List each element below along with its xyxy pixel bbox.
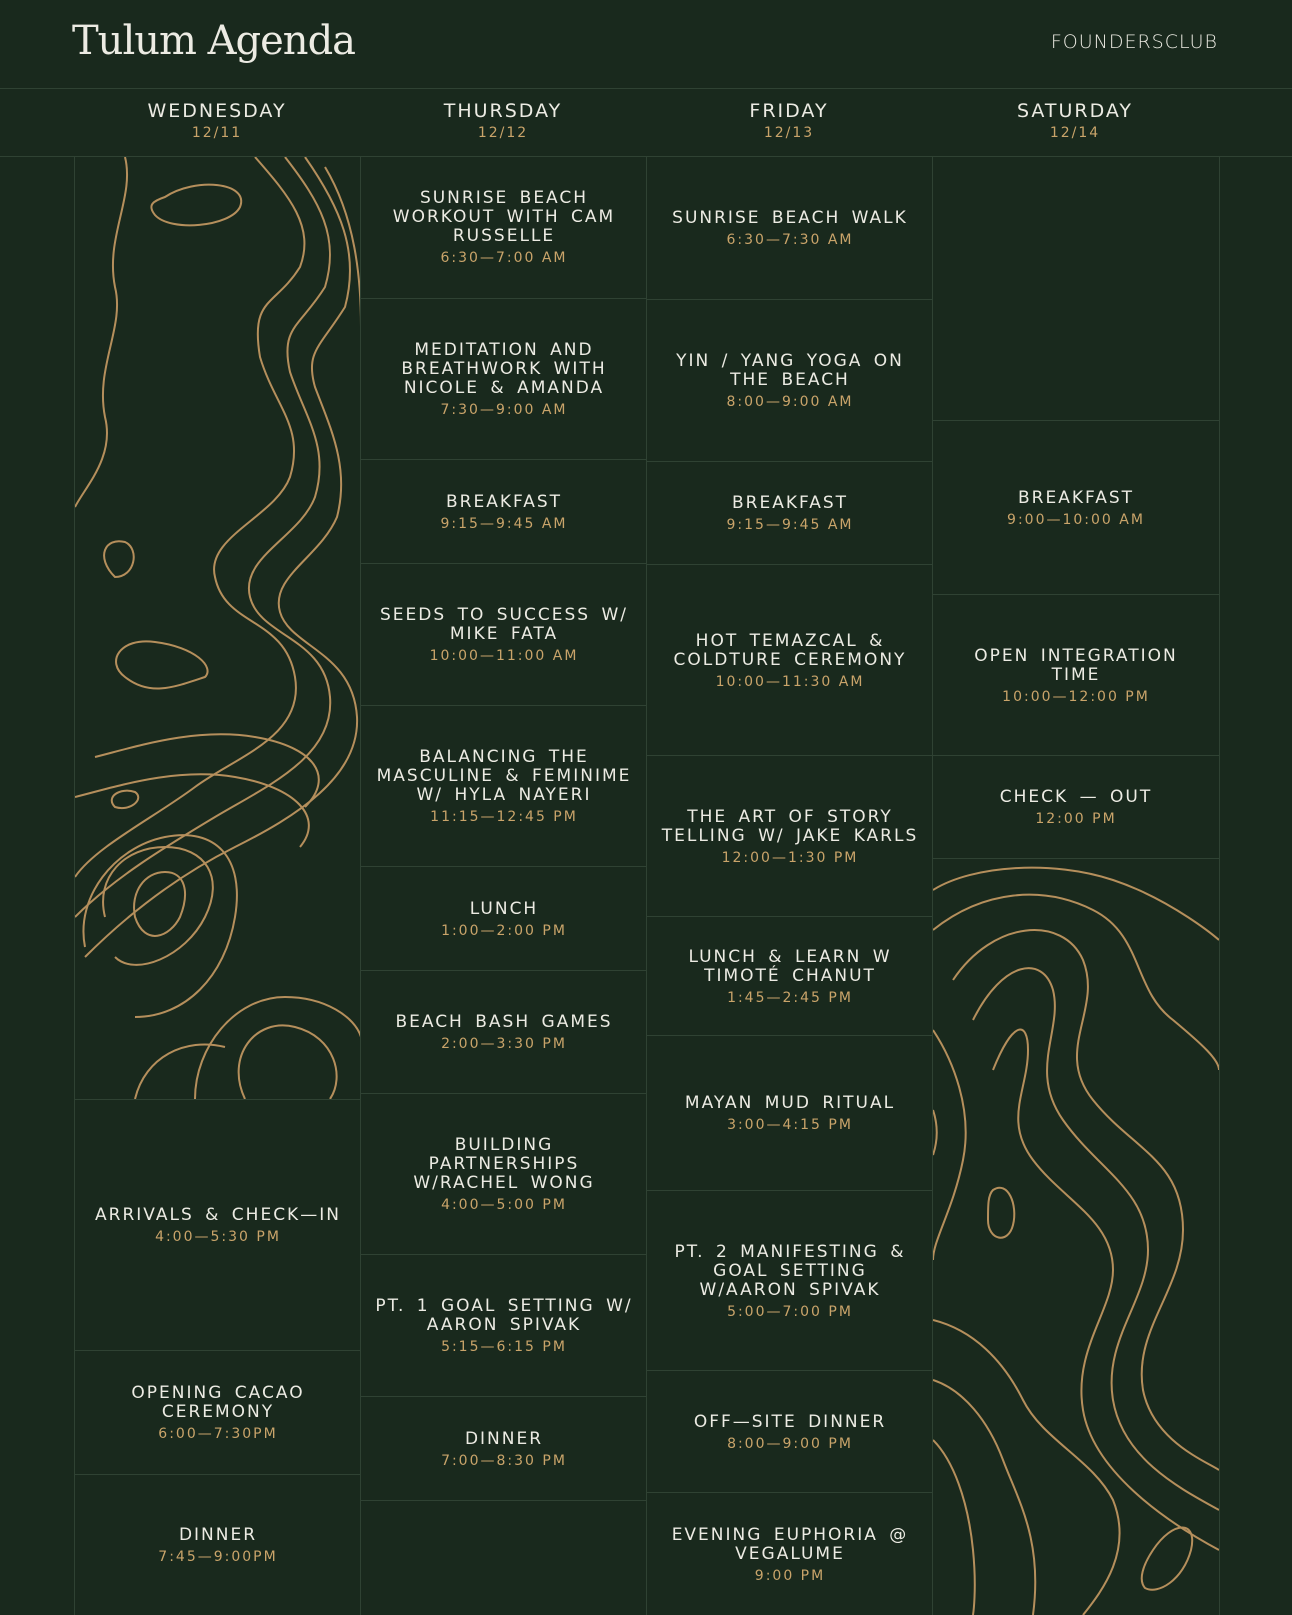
empty-slot: [933, 157, 1219, 421]
event-card[interactable]: [647, 757, 933, 917]
day-column-wednesday: [74, 157, 361, 1615]
event-card[interactable]: [361, 868, 647, 971]
event-time: 8:00—9:00 PM: [727, 1435, 853, 1452]
day-name: SATURDAY: [1016, 100, 1134, 122]
event-title: BREAKFAST: [1017, 487, 1134, 508]
event-card[interactable]: [647, 1037, 933, 1191]
day-date: 12/14: [1049, 125, 1101, 141]
event-title: LUNCH: [469, 898, 539, 919]
day-header-wednesday: [74, 88, 360, 156]
event-time: 9:15—9:45 AM: [726, 517, 854, 533]
day-column-thursday: [360, 157, 647, 1615]
event-title: BREAKFAST: [731, 493, 848, 513]
event-title: BUILDING PARTNERSHIPS W/RACHEL WONG: [413, 1135, 595, 1193]
event-card[interactable]: [361, 972, 647, 1094]
day-header-thursday: [360, 88, 646, 156]
event-title: MEDITATION AND BREATHWORK WITH NICOLE & AMANDA: [401, 340, 607, 398]
event-title: CHECK — OUT: [999, 787, 1153, 807]
event-time: 4:00—5:00 PM: [441, 1197, 567, 1213]
day-column-friday: [646, 157, 933, 1615]
event-card[interactable]: [647, 918, 933, 1036]
event-card[interactable]: [361, 461, 647, 564]
event-time: 3:00—4:15 PM: [727, 1117, 853, 1133]
event-title: PT. 1 GOAL SETTING W/ AARON SPIVAK: [375, 1296, 633, 1335]
event-card[interactable]: [647, 301, 933, 462]
event-card[interactable]: [361, 1256, 647, 1397]
event-time: 6:30—7:30 AM: [726, 231, 854, 248]
event-time: 10:00—11:00 AM: [429, 648, 579, 664]
event-card[interactable]: [647, 566, 933, 756]
event-time: 9:00—10:00 AM: [1007, 511, 1145, 528]
event-title: THE ART OF STORY TELLING W/ JAKE KARLS: [661, 806, 919, 846]
event-title: SUNRISE BEACH WORKOUT WITH CAM RUSSELLE: [392, 188, 616, 246]
day-header-saturday: [932, 88, 1218, 156]
event-card[interactable]: [75, 1476, 361, 1615]
event-title: SEEDS TO SUCCESS W/ MIKE FATA: [380, 605, 628, 644]
day-date: 12/12: [477, 125, 529, 141]
event-card[interactable]: [75, 1099, 361, 1351]
event-title: BREAKFAST: [445, 491, 562, 512]
event-time: 1:00—2:00 PM: [441, 922, 567, 939]
event-time: 6:00—7:30PM: [158, 1426, 278, 1442]
day-date: 12/13: [763, 125, 815, 141]
event-title: PT. 2 MANIFESTING & GOAL SETTING W/AARON SPIVAK: [674, 1241, 906, 1300]
event-time: 10:00—12:00 PM: [1002, 688, 1150, 705]
event-time: 7:30—9:00 AM: [440, 402, 568, 418]
event-title: MAYAN MUD RITUAL: [684, 1093, 896, 1113]
event-title: EVENING EUPHORIA @ VEGALUME: [671, 1524, 909, 1564]
day-header-row: [0, 88, 1292, 157]
event-card[interactable]: [361, 707, 647, 867]
event-title: BEACH BASH GAMES: [395, 1012, 613, 1032]
event-time: 12:00 PM: [1035, 811, 1117, 827]
event-time: 12:00—1:30 PM: [721, 849, 859, 866]
topographic-pattern: [75, 157, 361, 1099]
event-title: OFF—SITE DINNER: [693, 1411, 887, 1432]
topographic-pattern: [933, 860, 1219, 1615]
event-time: 8:00—9:00 AM: [726, 394, 854, 410]
event-card[interactable]: [647, 463, 933, 565]
event-title: SUNRISE BEACH WALK: [672, 207, 908, 228]
event-card[interactable]: [647, 157, 933, 300]
event-title: HOT TEMAZCAL & COLDTURE CEREMONY: [673, 630, 907, 670]
event-time: 6:30—7:00 AM: [440, 250, 568, 266]
day-column-saturday: [932, 157, 1220, 1615]
day-name: THURSDAY: [443, 100, 563, 122]
event-time: 9:00 PM: [754, 1567, 826, 1584]
brand-logo: FOUNDERSCLUB: [1050, 31, 1218, 53]
event-title: YIN / YANG YOGA ON THE BEACH: [676, 351, 904, 390]
event-title: OPENING CACAO CEREMONY: [131, 1383, 305, 1422]
event-card[interactable]: [647, 1494, 933, 1615]
event-time: 1:45—2:45 PM: [727, 989, 853, 1006]
event-card[interactable]: [933, 422, 1219, 595]
day-name: FRIDAY: [749, 100, 829, 122]
event-title: LUNCH & LEARN W TIMOTÉ CHANUT: [688, 946, 892, 986]
event-time: 7:45—9:00PM: [158, 1549, 278, 1565]
event-card[interactable]: [75, 1352, 361, 1475]
header: [0, 0, 1292, 89]
event-card[interactable]: [933, 757, 1219, 859]
event-title: ARRIVALS & CHECK—IN: [95, 1204, 341, 1225]
event-time: 9:15—9:45 AM: [440, 515, 568, 532]
event-time: 5:00—7:00 PM: [727, 1303, 853, 1320]
event-time: 10:00—11:30 AM: [715, 673, 865, 690]
event-card[interactable]: [361, 300, 647, 460]
day-date: 12/11: [191, 125, 243, 141]
event-title: DINNER: [178, 1525, 258, 1545]
event-time: 11:15—12:45 PM: [430, 809, 578, 825]
event-title: BALANCING THE MASCULINE & FEMINIME W/ HYLA NAYERI: [376, 747, 632, 805]
event-title: DINNER: [464, 1428, 544, 1449]
event-card[interactable]: [361, 1398, 647, 1501]
event-card[interactable]: [361, 1095, 647, 1255]
event-time: 4:00—5:30 PM: [155, 1228, 281, 1245]
event-card[interactable]: [647, 1192, 933, 1371]
day-name: WEDNESDAY: [147, 100, 287, 122]
event-card[interactable]: [361, 157, 647, 299]
event-card[interactable]: [361, 565, 647, 706]
event-card[interactable]: [647, 1372, 933, 1493]
event-time: 7:00—8:30 PM: [441, 1452, 567, 1469]
event-time: 2:00—3:30 PM: [441, 1036, 567, 1052]
event-time: 5:15—6:15 PM: [441, 1339, 567, 1355]
page-title: Tulum Agenda: [72, 18, 356, 64]
event-card[interactable]: [933, 596, 1219, 756]
day-header-friday: [646, 88, 932, 156]
event-title: OPEN INTEGRATION TIME: [974, 645, 1178, 685]
